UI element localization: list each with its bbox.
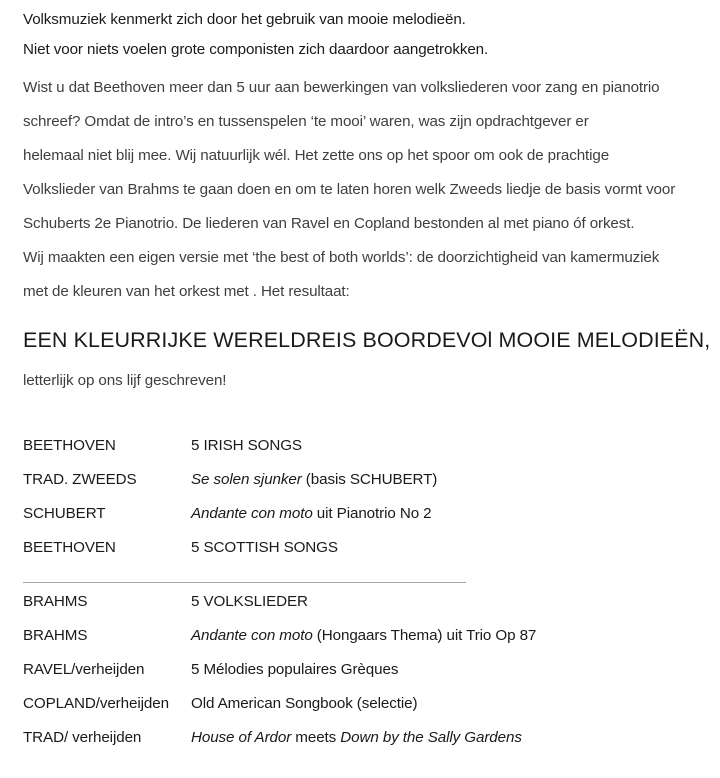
page-subtitle: letterlijk op ons lijf geschreven! xyxy=(23,372,227,389)
programme-work-plain: (basis SCHUBERT) xyxy=(301,471,438,488)
programme-row xyxy=(23,539,698,573)
intro-body-line-2: schreef? Omdat de intro’s en tussenspelen ‘te mooi’ waren, was zijn opdrachtgever er xyxy=(23,113,589,130)
programme-work-plain: 5 IRISH SONGS xyxy=(191,437,302,454)
programme-work-plain: (Hongaars Thema) uit Trio Op 87 xyxy=(312,627,537,644)
programme-work xyxy=(191,695,417,712)
programme-work-plain: meets xyxy=(291,729,341,746)
programme-row xyxy=(23,661,698,695)
programme-group-two xyxy=(23,593,698,763)
intro-lead-block xyxy=(23,0,698,65)
programme-row xyxy=(23,471,698,505)
programme-work-italic: House of Ardor xyxy=(191,729,292,746)
programme-work xyxy=(191,505,432,522)
programme-group-one xyxy=(23,437,698,573)
programme-work xyxy=(191,627,536,644)
programme-work xyxy=(191,593,308,610)
programme-composer: RAVEL/verheijden xyxy=(23,661,145,678)
programme-list xyxy=(23,437,698,763)
programme-row xyxy=(23,627,698,661)
intro-body-line-3: helemaal niet blij mee. Wij natuurlijk wél. Het zette ons op het spoor om ook de prachtige xyxy=(23,147,610,164)
intro-body-block xyxy=(23,71,698,309)
programme-divider xyxy=(23,582,466,583)
programme-row xyxy=(23,437,698,471)
programme-work-plain: 5 VOLKSLIEDER xyxy=(191,593,308,610)
programme-work-plain: uit Pianotrio No 2 xyxy=(312,505,432,522)
programme-composer: BRAHMS xyxy=(23,627,88,644)
programme-composer: BEETHOVEN xyxy=(23,437,116,454)
programme-work xyxy=(191,729,522,746)
intro-body-line-4: Volkslieder van Brahms te gaan doen en om te laten horen welk Zweeds liedje de basis vormt voor xyxy=(23,181,676,198)
programme-work-italic: Andante con moto xyxy=(191,505,313,522)
programme-work-italic-secondary: Down by the Sally Gardens xyxy=(340,729,522,746)
programme-row xyxy=(23,695,698,729)
programme-work xyxy=(191,661,398,678)
programme-work-italic: Se solen sjunker xyxy=(191,471,302,488)
intro-body-line-5: Schuberts 2e Pianotrio. De liederen van Ravel en Copland bestonden al met piano óf orkest. xyxy=(23,215,635,232)
programme-composer: TRAD. ZWEEDS xyxy=(23,471,137,488)
programme-work-plain: 5 Mélodies populaires Grèques xyxy=(191,661,399,678)
programme-work xyxy=(191,437,302,454)
programme-row xyxy=(23,729,698,763)
intro-body-line-1: Wist u dat Beethoven meer dan 5 uur aan bewerkingen van volksliederen voor zang en pianotrio xyxy=(23,79,660,96)
intro-body-line-6: Wij maakten een eigen versie met ‘the best of both worlds’: de doorzichtigheid van kamermuziek xyxy=(23,249,660,266)
page-title: EEN KLEURRIJKE WERELDREIS BOORDEVOl MOOIE MELODIEËN, xyxy=(23,328,711,352)
programme-work xyxy=(191,471,437,488)
programme-work-italic: Andante con moto xyxy=(191,627,313,644)
intro-body-line-7: met de kleuren van het orkest met . Het resultaat: xyxy=(23,283,350,300)
programme-composer: SCHUBERT xyxy=(23,505,106,522)
intro-lead-line-2: Niet voor niets voelen grote componisten zich daardoor aangetrokken. xyxy=(23,41,489,58)
programme-composer: TRAD/ verheijden xyxy=(23,729,142,746)
programme-work-plain: 5 SCOTTISH SONGS xyxy=(191,539,338,556)
programme-work-plain: Old American Songbook (selectie) xyxy=(191,695,418,712)
programme-row xyxy=(23,593,698,627)
intro-lead-line-1: Volksmuziek kenmerkt zich door het gebruik van mooie melodieën. xyxy=(23,11,466,28)
programme-composer: BRAHMS xyxy=(23,593,88,610)
programme-composer: COPLAND/verheijden xyxy=(23,695,169,712)
programme-composer: BEETHOVEN xyxy=(23,539,116,556)
programme-work xyxy=(191,539,338,556)
programme-row xyxy=(23,505,698,539)
